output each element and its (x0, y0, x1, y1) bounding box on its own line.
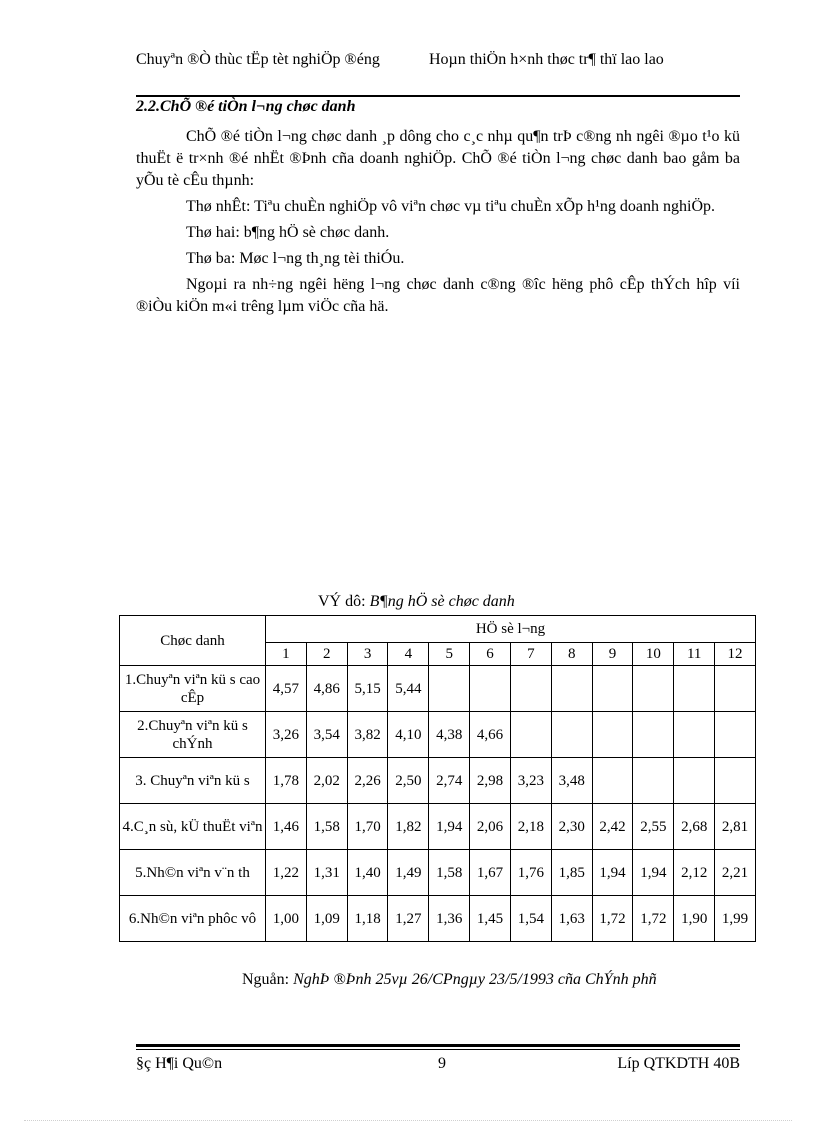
header-right-text: Hoµn thiÖn h×nh thøc tr¶ thï lao lao (429, 51, 664, 68)
table-row (120, 896, 756, 942)
coefficient-cell (633, 712, 674, 758)
coefficient-cell (510, 666, 551, 712)
coefficient-cell: 2,81 (715, 804, 756, 850)
coefficient-cell (510, 712, 551, 758)
footer-divider-thin (136, 1049, 740, 1050)
coefficient-cell: 2,74 (429, 758, 470, 804)
coefficient-cell: 2,98 (470, 758, 511, 804)
coefficient-cell (592, 758, 633, 804)
source-note (242, 971, 657, 989)
paragraph: Thø ba: Møc l¬ng th¸ng tèi thiÓu. (186, 250, 405, 267)
level-header-cell: 12 (715, 643, 756, 666)
coefficient-cell: 1,72 (592, 896, 633, 942)
coefficient-cell (715, 666, 756, 712)
coefficient-cell: 1,22 (266, 850, 307, 896)
coefficient-cell: 2,02 (306, 758, 347, 804)
footer-class: Líp QTKDTH 40B (617, 1055, 740, 1072)
coefficient-cell: 2,06 (470, 804, 511, 850)
table-row (120, 804, 756, 850)
table-row (120, 850, 756, 896)
coefficient-cell: 2,26 (347, 758, 388, 804)
row-label: 6.Nh©n viªn phôc vô (120, 896, 266, 942)
level-header-cell: 5 (429, 643, 470, 666)
coefficient-cell: 2,12 (674, 850, 715, 896)
coefficient-cell (592, 666, 633, 712)
caption-prefix: VÝ dô: (318, 593, 366, 610)
coefficient-cell: 3,82 (347, 712, 388, 758)
coefficient-cell: 1,58 (429, 850, 470, 896)
coefficient-cell: 3,23 (510, 758, 551, 804)
paragraph: ChÕ ®é tiÒn l¬ng chøc danh ¸p dông cho c¸c nhµ qu¶n trÞ c®ng nh ngêi ®µo t¹o kü thuËt ë tr×nh ®é nhËt ®Þnh cña doanh nghiÖp. ChÕ ®é tiÒn l¬ng chøc danh bao gåm ba yÕu tè cÊu thµnh: (136, 128, 740, 189)
coefficient-cell: 1,46 (266, 804, 307, 850)
coefficient-cell (551, 666, 592, 712)
coefficient-cell (633, 758, 674, 804)
table-caption (318, 593, 515, 611)
coefficient-cell: 1,78 (266, 758, 307, 804)
coefficient-cell: 1,54 (510, 896, 551, 942)
coefficient-cell (470, 666, 511, 712)
coefficient-cell: 1,49 (388, 850, 429, 896)
coefficient-cell: 1,90 (674, 896, 715, 942)
page-number: 9 (438, 1055, 446, 1072)
level-header-cell: 4 (388, 643, 429, 666)
level-header-cell: 2 (306, 643, 347, 666)
coefficient-cell: 2,68 (674, 804, 715, 850)
coefficient-cell: 1,67 (470, 850, 511, 896)
coefficient-cell: 1,09 (306, 896, 347, 942)
coefficient-cell (633, 666, 674, 712)
footer-divider-thick (136, 1044, 740, 1047)
coefficient-cell: 1,99 (715, 896, 756, 942)
row-label: 2.Chuyªn viªn kü s chÝnh (120, 712, 266, 758)
group-header: HÖ sè l¬ng (266, 616, 756, 643)
coefficient-cell: 3,26 (266, 712, 307, 758)
coefficient-cell: 2,50 (388, 758, 429, 804)
row-label: 3. Chuyªn viªn kü s (120, 758, 266, 804)
coefficient-cell: 1,00 (266, 896, 307, 942)
coefficient-cell: 5,15 (347, 666, 388, 712)
coefficient-cell: 5,44 (388, 666, 429, 712)
coefficient-cell: 4,66 (470, 712, 511, 758)
coefficient-cell: 1,18 (347, 896, 388, 942)
column-header-title: Chøc danh (120, 616, 266, 666)
coefficient-cell (429, 666, 470, 712)
coefficient-cell: 1,27 (388, 896, 429, 942)
coefficient-cell: 1,31 (306, 850, 347, 896)
coefficient-cell: 1,58 (306, 804, 347, 850)
paragraph: Thø nhÊt: Tiªu chuÈn nghiÖp vô viªn chøc vµ tiªu chuÈn xÕp h¹ng doanh nghiÖp. (186, 198, 716, 215)
coefficient-cell: 1,70 (347, 804, 388, 850)
coefficient-cell: 1,85 (551, 850, 592, 896)
coefficient-cell: 4,86 (306, 666, 347, 712)
coefficient-cell: 2,30 (551, 804, 592, 850)
section-title: 2.2.ChÕ ®é tiÒn l¬ng chøc danh (136, 98, 356, 115)
level-header-cell: 8 (551, 643, 592, 666)
coefficient-cell: 3,48 (551, 758, 592, 804)
level-header-cell: 11 (674, 643, 715, 666)
coefficient-cell: 1,94 (592, 850, 633, 896)
coefficient-cell (551, 712, 592, 758)
coefficient-cell (674, 712, 715, 758)
coefficient-cell: 4,38 (429, 712, 470, 758)
coefficient-cell: 4,10 (388, 712, 429, 758)
coefficient-cell (715, 712, 756, 758)
header-left-text: Chuyªn ®Ò thùc tËp tèt nghiÖp ®éng (136, 51, 380, 68)
row-label: 5.Nh©n viªn v¨n th (120, 850, 266, 896)
coefficient-cell (592, 712, 633, 758)
coefficient-cell (674, 666, 715, 712)
coefficient-cell: 1,94 (633, 850, 674, 896)
level-header-cell: 10 (633, 643, 674, 666)
coefficient-cell: 1,94 (429, 804, 470, 850)
paragraph: Thø hai: b¶ng hÖ sè chøc danh. (186, 224, 390, 241)
coefficient-cell: 3,54 (306, 712, 347, 758)
coefficient-cell: 1,36 (429, 896, 470, 942)
salary-coefficient-table (119, 615, 756, 942)
body-text (136, 126, 740, 322)
coefficient-cell: 2,55 (633, 804, 674, 850)
coefficient-cell: 2,42 (592, 804, 633, 850)
coefficient-cell (715, 758, 756, 804)
coefficient-cell: 1,82 (388, 804, 429, 850)
table-body (120, 666, 756, 942)
coefficient-cell: 2,18 (510, 804, 551, 850)
coefficient-cell (674, 758, 715, 804)
coefficient-cell: 4,57 (266, 666, 307, 712)
source-prefix: Nguån: (242, 971, 290, 988)
row-label: 4.C¸n sù, kÜ thuËt viªn (120, 804, 266, 850)
header-divider (136, 95, 740, 97)
coefficient-cell: 1,40 (347, 850, 388, 896)
level-header-cell: 3 (347, 643, 388, 666)
coefficient-cell: 1,63 (551, 896, 592, 942)
table-row (120, 712, 756, 758)
coefficient-cell: 1,76 (510, 850, 551, 896)
coefficient-cell: 1,72 (633, 896, 674, 942)
level-header-cell: 6 (470, 643, 511, 666)
level-header-cell: 7 (510, 643, 551, 666)
table-row (120, 758, 756, 804)
level-header-cell: 9 (592, 643, 633, 666)
level-header-cell: 1 (266, 643, 307, 666)
page-edge (24, 1120, 792, 1121)
footer-author: §ç H¶i Qu©n (136, 1055, 223, 1072)
paragraph: Ngoµi ra nh÷ng ngêi hëng l¬ng chøc danh c®ng ®îc hëng phô cÊp thÝch hîp víi ®iÒu kiÖn m«i trêng lµm viÖc cña hä. (136, 276, 740, 315)
coefficient-cell: 2,21 (715, 850, 756, 896)
source-text: NghÞ ®Þnh 25vµ 26/CPngµy 23/5/1993 cña ChÝnh phñ (293, 971, 657, 988)
table-row (120, 666, 756, 712)
row-label: 1.Chuyªn viªn kü s cao cÊp (120, 666, 266, 712)
coefficient-cell: 1,45 (470, 896, 511, 942)
caption-title: B¶ng hÖ sè chøc danh (369, 593, 515, 610)
